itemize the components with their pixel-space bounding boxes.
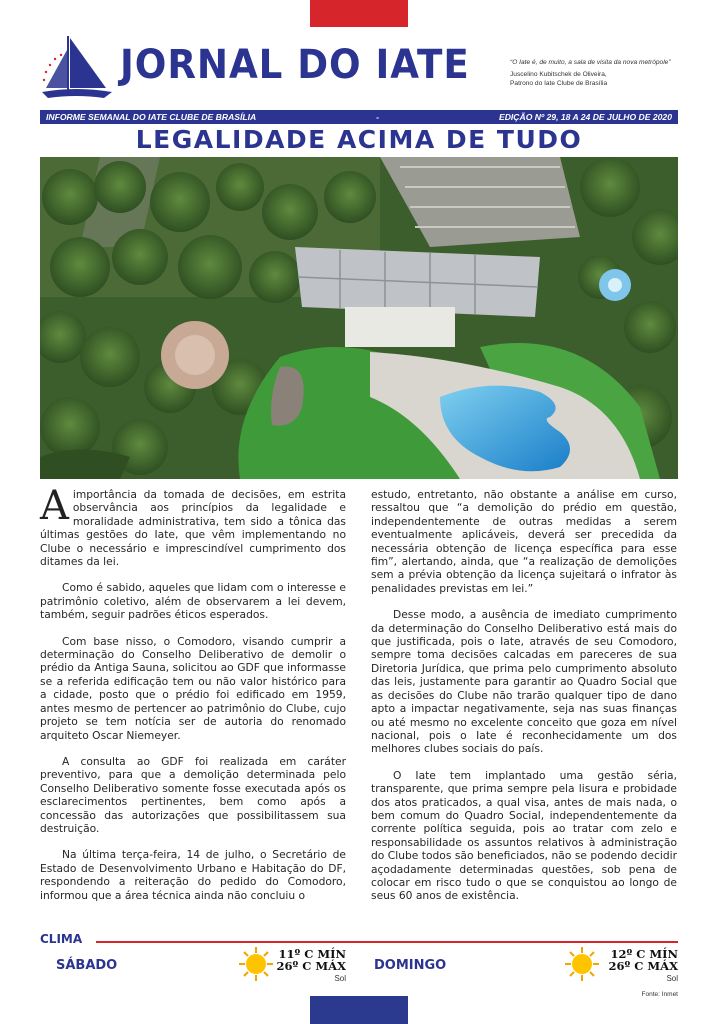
condition-text: Sol <box>666 974 678 983</box>
sun-icon <box>238 946 274 982</box>
article-headline: LEGALIDADE ACIMA DE TUDO <box>135 125 583 154</box>
min-temp: 11º C MÍN <box>278 947 346 961</box>
sailboat-logo-icon <box>40 36 114 104</box>
newspaper-title: JORNAL DO IATE <box>120 42 470 88</box>
edition-info-bar <box>40 110 678 124</box>
publication-subtitle: INFORME SEMANAL DO IATE CLUBE DE BRASÍLIA <box>46 112 257 122</box>
day-name-sunday: DOMINGO <box>374 958 447 973</box>
paragraph: estudo, entretanto, não obstante a análise em curso, ressaltou que “a demolição do prédio em questão, independentemente de outras medidas a serem eventualmente aplicáveis, deverá ser precedida da necessária obtenção de licença específica para esse fim”, alertando, ainda, que “a realização de demolições sem a prévia obtenção da licença sujeitará o infrator às penalidades previstas em lei.” <box>371 488 677 595</box>
paragraph: A consulta ao GDF foi realizada em caráter preventivo, para que a demolição determinada pelo Conselho Deliberativo somente fosse executada após os esclarecimentos pertinentes, bem como após a concessão das autorizações que possibilitassem sua destruição. <box>40 754 346 835</box>
aerial-club-photo <box>40 157 678 479</box>
paragraph: Na última terça-feira, 14 de julho, o Secretário de Estado de Desenvolvimento Urbano e Habitação do DF, respondendo a reiteração do pedido do Comodoro, informou que a área técnica ainda não concluiu o <box>40 848 346 902</box>
weather-source: Fonte: Inmet <box>641 991 678 998</box>
info-separator: - <box>376 112 380 122</box>
weather-title: CLIMA <box>40 932 83 946</box>
min-temp: 12º C MÍN <box>610 947 678 961</box>
condition-text: Sol <box>334 974 346 983</box>
day-name-saturday: SÁBADO <box>56 958 118 973</box>
paragraph: O Iate tem implantado uma gestão séria, transparente, que prima sempre pela lisura e probidade dos atos praticados, a qual visa, antes de mais nada, o bem comum do Quadro Social, independentemente da corrente política seguida, pois ao tratar com zelo e responsabilidade os assuntos relativos à administração do Clube todos são beneficiados, não se podendo decidir açodadamente determinadas questões, sob pena de colocar em risco tudo o que se conquistou ao longo de seus 60 anos de existência. <box>371 768 677 903</box>
max-temp: 26º C MÁX <box>276 959 346 973</box>
quote-author-role: Patrono do Iate Clube de Brasília <box>510 80 608 87</box>
masthead <box>40 36 680 106</box>
saturday-temperatures <box>276 948 346 972</box>
quote-author: Juscelino Kubitschek de Oliveira, <box>510 71 607 78</box>
article-column-right <box>371 488 677 916</box>
sunday-temperatures <box>606 948 678 972</box>
quote-text: “O Iate é, de muito, a sala de visita da nova metrópole” <box>510 59 671 66</box>
max-temp: 26º C MÁX <box>608 959 678 973</box>
drop-cap: A <box>40 483 69 529</box>
paragraph <box>40 483 346 569</box>
article-column-left <box>40 483 346 915</box>
sun-icon <box>564 946 600 982</box>
bottom-color-bar <box>310 996 408 1024</box>
weather-section <box>40 932 678 996</box>
top-color-bar <box>310 0 408 27</box>
paragraph: Com base nisso, o Comodoro, visando cumprir a determinação do Conselho Deliberativo de demolir o prédio da Antiga Sauna, solicitou ao GDF que informasse se a referida edificação tem ou não valor histórico para a cidade, posto que o prédio foi edificado em 1959, antes mesmo de pertencer ao patrimônio do Clube, cujo projeto se tem notícia ser de autoria do renomado arquiteto Oscar Niemeyer. <box>40 634 346 742</box>
masthead-quote <box>510 58 685 88</box>
weather-divider <box>96 941 678 943</box>
edition-date: EDIÇÃO Nº 29, 18 A 24 DE JULHO DE 2020 <box>498 112 672 122</box>
paragraph: Como é sabido, aqueles que lidam com o interesse e patrimônio coletivo, além de observarem a lei devem, também, seguir padrões éticos esperados. <box>40 581 346 622</box>
paragraph-text: importância da tomada de decisões, em estrita observância aos princípios da legalidade e moralidade administrativa, tem sido a tônica das últimas gestões do Iate, que vêm implementando no Clube o necessário e imprescindível cumprimento dos ditames da lei. <box>40 488 346 569</box>
paragraph: Desse modo, a ausência de imediato cumprimento da determinação do Conselho Deliberativo está mais do que justificada, pois o Iate, através de seu Comodoro, sempre toma decisões calcadas em pareceres de sua Diretoria Jurídica, que prima pelo cumprimento absoluto das leis, justamente para garantir ao Quadro Social que as decisões do Clube não trarão qualquer tipo de dano apto a impactar negativamente, seja nas suas finanças ou até mesmo no excelente conceito que goza em nível nacional, pois o Iate é reconhecidamente um dos melhores clubes sociais do país. <box>371 608 677 756</box>
